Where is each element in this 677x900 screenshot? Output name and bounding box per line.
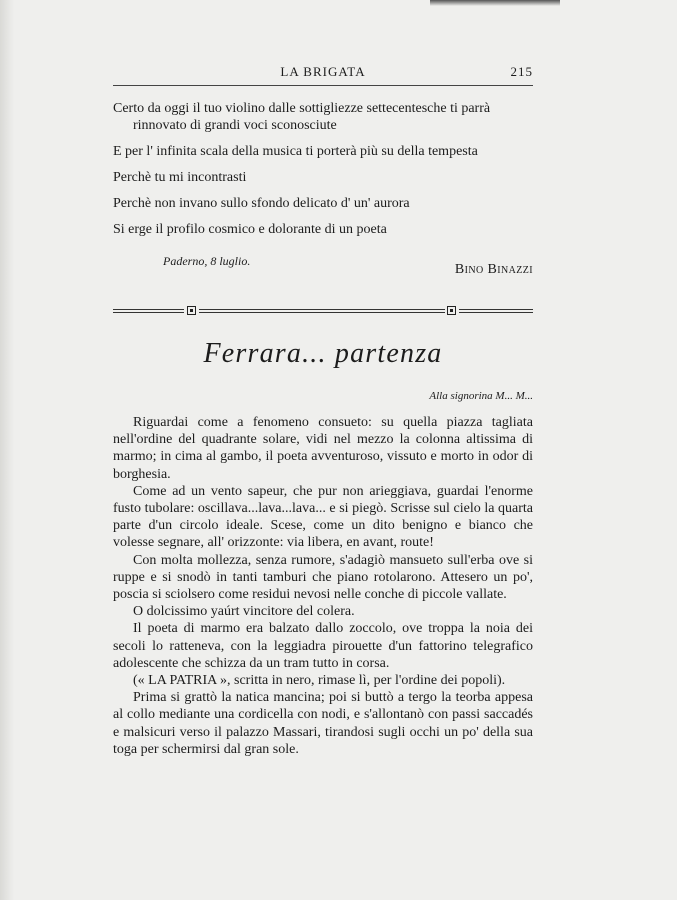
poem bbox=[113, 100, 533, 247]
paragraph: Come ad un vento sapeur, che pur non arieggiava, guardai l'enorme fusto tubolare: oscillava...lava...lava... e si piegò. Scrisse sul cielo la quarta parte d'un circolo ideale. Scese, come un dito benigno e bianco che volesse segnare, all' orizzonte: via libera, en avant, route! bbox=[113, 483, 533, 551]
paragraph: (« LA PATRIA », scritta in nero, rimase lì, per l'ordine dei popoli). bbox=[133, 673, 506, 689]
poem-line: Certo da oggi il tuo violino dalle sottigliezze settecentesche ti parrà rinnovato di grandi voci sconosciute bbox=[113, 101, 491, 133]
running-header bbox=[113, 64, 533, 86]
poem-line: Perchè tu mi incontrasti bbox=[113, 170, 247, 185]
paragraph: Prima si grattò la natica mancina; poi si buttò a tergo la teorba appesa al collo mediante una cordicella con nodi, e s'allontanò con passi saccadés e malsicuri verso il palazzo Massari, tirandosi sugli occhi un po' della sua toga per schermirsi dal gran sole. bbox=[113, 690, 533, 757]
divider-rule bbox=[113, 309, 184, 313]
paragraph: O dolcissimo yaúrt vincitore del colera. bbox=[133, 604, 355, 620]
article-body bbox=[113, 414, 533, 758]
page-top-shadow bbox=[430, 0, 560, 6]
journal-title: LA BRIGATA bbox=[280, 64, 366, 79]
divider-square-ornament bbox=[187, 306, 196, 315]
page-edge-shadow bbox=[0, 0, 14, 900]
ornamental-divider bbox=[113, 305, 533, 319]
article-title: Ferrara... partenza bbox=[203, 338, 443, 369]
author-signature: Bino Binazzi bbox=[454, 262, 533, 277]
poem-line: Si erge il profilo cosmico e dolorante di un poeta bbox=[113, 222, 387, 237]
paragraph: Con molta mollezza, senza rumore, s'adagiò mansueto sull'erba ove si ruppe e si snodò in tanti tamburi che piano rotolarono. Attesero un po', poscia si sciolsero come residui nevosi nelle conche di piccole vallate. bbox=[113, 552, 533, 603]
paragraph: Il poeta di marmo era balzato dallo zoccolo, ove troppa la noia dei secoli lo ratteneva, con la leggiadra pirouette d'un fattorino telegrafico adolescente che schizza da un tram tutto in corsa. bbox=[113, 621, 533, 671]
divider-rule bbox=[199, 309, 445, 313]
page-number: 215 bbox=[510, 64, 533, 79]
poem-line: Perchè non invano sullo sfondo delicato d' un' aurora bbox=[113, 196, 410, 211]
dedication: Alla signorina M... M... bbox=[429, 390, 533, 402]
header-rule bbox=[113, 85, 533, 86]
poem-line: E per l' infinita scala della musica ti porterà più su della tempesta bbox=[113, 144, 478, 159]
paragraph: Riguardai come a fenomeno consueto: su quella piazza tagliata nell'ordine del quadrante solare, vidi nel mezzo la colonna altissima di marmo; in cima al gambo, il poeta avventuroso, vissuto e morto in odor di borghesia. bbox=[113, 415, 533, 482]
place-date: Paderno, 8 luglio. bbox=[163, 254, 251, 268]
divider-square-ornament bbox=[447, 306, 456, 315]
divider-rule bbox=[459, 309, 533, 313]
